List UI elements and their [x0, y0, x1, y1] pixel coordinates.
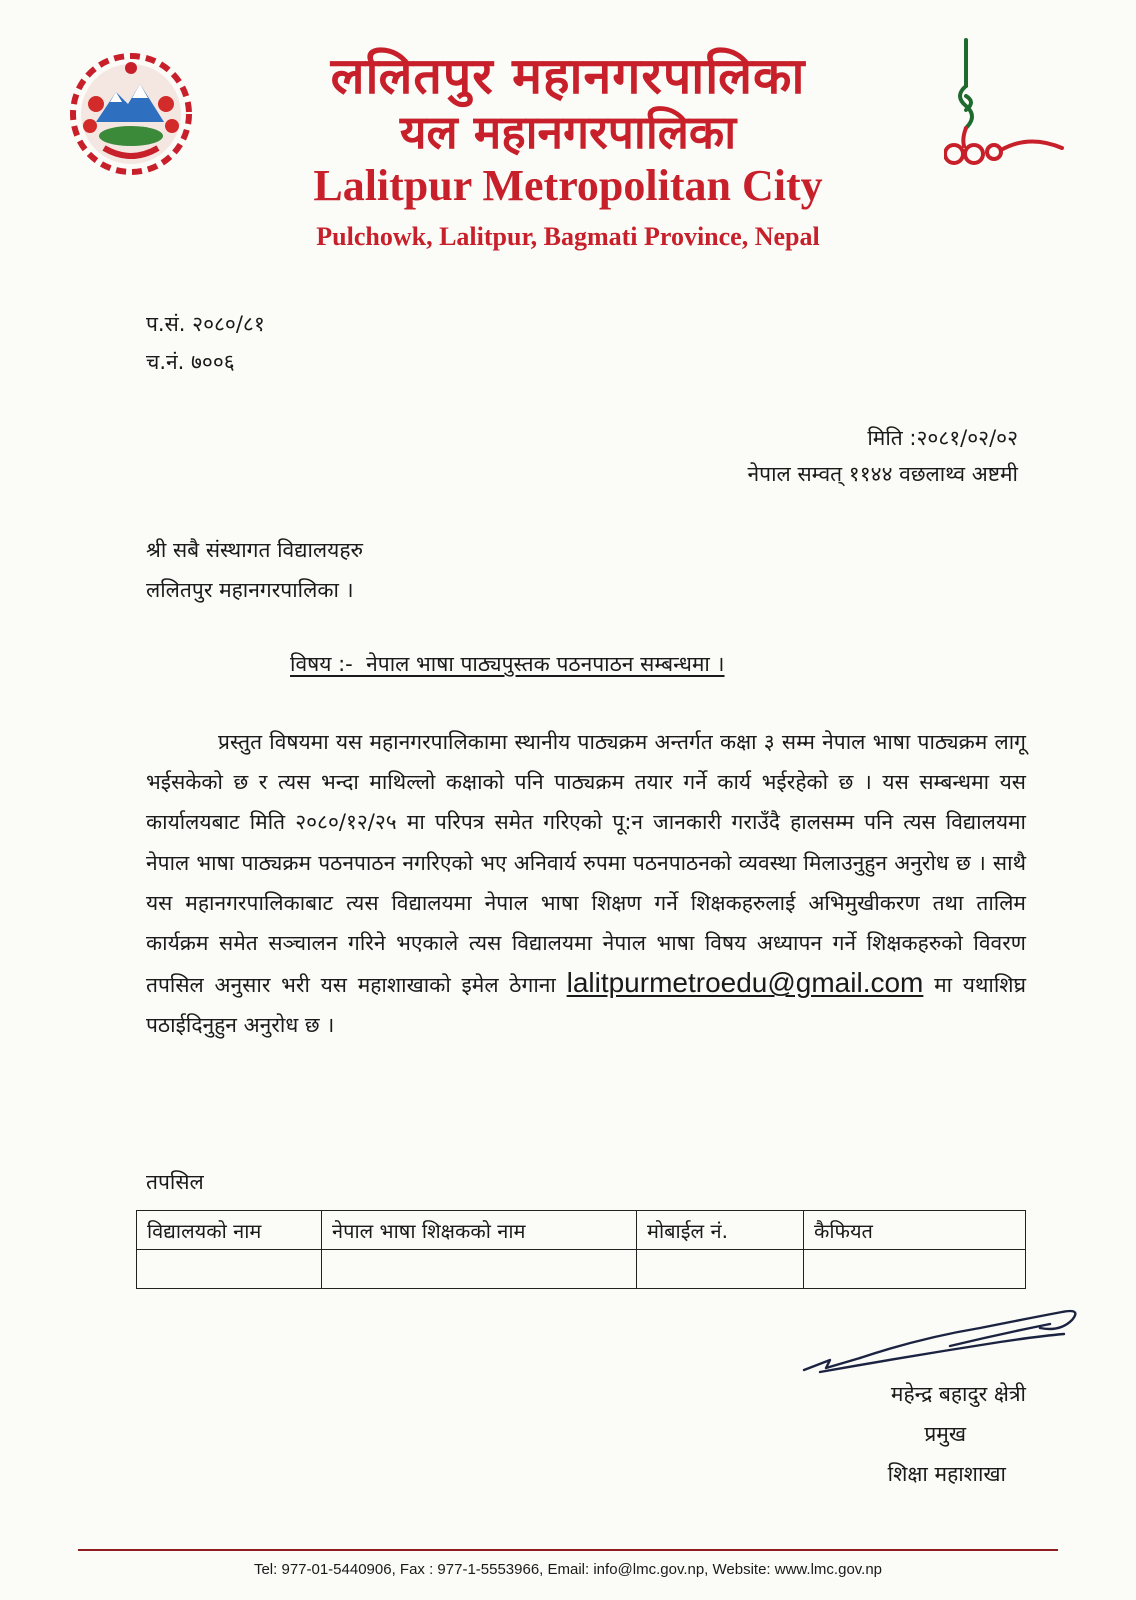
table-cell[interactable] — [637, 1250, 804, 1289]
body-text-part-2: मा यथाशिघ्र पठाईदिनुहुन अनुरोध छ । — [146, 973, 1026, 1038]
footer-contact-info: Tel: 977-01-5440906, Fax : 977-1-5553966, Email: info@lmc.gov.np, Website: www.lmc.gov.np — [253, 1561, 883, 1578]
letter-body — [146, 722, 1026, 1046]
column-header-school-name: विद्यालयको नाम — [137, 1211, 322, 1250]
column-header-teacher-name: नेपाल भाषा शिक्षकको नाम — [322, 1211, 637, 1250]
reference-number: प.सं. २०८०/८१ — [146, 312, 265, 336]
letterhead-address: Pulchowk, Lalitpur, Bagmati Province, Nepal — [316, 222, 820, 251]
signatory-name: महेन्द्र बहादुर क्षेत्री — [890, 1382, 1026, 1406]
table-row — [137, 1250, 1026, 1289]
column-header-mobile: मोबाईल नं. — [637, 1211, 804, 1250]
teacher-details-table — [136, 1210, 1026, 1289]
signatory-title: प्रमुख — [924, 1422, 966, 1446]
column-header-remarks: कैफियत — [804, 1211, 1026, 1250]
letter-subject: विषय :- नेपाल भाषा पाठ्यपुस्तक पठनपाठन सम्बन्धमा । — [290, 652, 725, 676]
letterhead-title-nepali: ललितपुर महानगरपालिका — [330, 47, 806, 105]
table-cell[interactable] — [804, 1250, 1026, 1289]
letterhead-title-english: Lalitpur Metropolitan City — [313, 161, 823, 210]
email-link[interactable]: lalitpurmetroedu@gmail.com — [566, 967, 924, 999]
recipient-line-2: ललितपुर महानगरपालिका । — [146, 578, 354, 602]
schedule-label: तपसिल — [146, 1170, 204, 1194]
letter-date: मिति :२०८१/०२/०२ — [867, 426, 1018, 450]
dispatch-number: च.नं. ७००६ — [146, 350, 235, 374]
recipient-line-1: श्री सबै संस्थागत विद्यालयहरु — [146, 538, 364, 562]
table-cell[interactable] — [322, 1250, 637, 1289]
table-header-row — [137, 1211, 1026, 1250]
body-text-part-1: प्रस्तुत विषयमा यस महानगरपालिकामा स्थानीय पाठ्यक्रम अन्तर्गत कक्षा ३ सम्म नेपाल भाषा पाठ्यक्रम लागू भईसकेको छ र त्यस भन्दा माथिल्लो कक्षाको पनि पाठ्यक्रम तयार गर्ने कार्य भईरहेको छ । यस सम्बन्धमा यस कार्यालयबाट मिति २०८०/१२/२५ मा परिपत्र समेत गरिएको पू:न जानकारी गराउँदै हालसम्म पनि त्यस विद्यालयमा नेपाल भाषा पाठ्यक्रम पठनपाठन नगरिएको भए अनिवार्य रुपमा पठनपाठनको व्यवस्था मिलाउनुहुन अनुरोध छ । साथै यस महानगरपालिकाबाट त्यस विद्यालयमा नेपाल भाषा शिक्षण गर्ने शिक्षकहरुलाई अभिमुखीकरण तथा तालिम कार्यक्रम समेत सञ्चालन गरिने भएकाले त्यस विद्यालयमा नेपाल भाषा विषय अध्यापन गर्ने शिक्षकहरुको विवरण तपसिल अनुसार भरी यस महाशाखाको इमेल ठेगाना — [146, 730, 1026, 998]
letterhead-title-newar: यल महानगरपालिका — [399, 105, 737, 159]
signatory-department: शिक्षा महाशाखा — [887, 1462, 1006, 1486]
nepal-sambat-date: नेपाल सम्वत् ११४४ वछलाथ्व अष्टमी — [747, 462, 1018, 486]
table-cell[interactable] — [137, 1250, 322, 1289]
footer-divider — [78, 1549, 1058, 1551]
